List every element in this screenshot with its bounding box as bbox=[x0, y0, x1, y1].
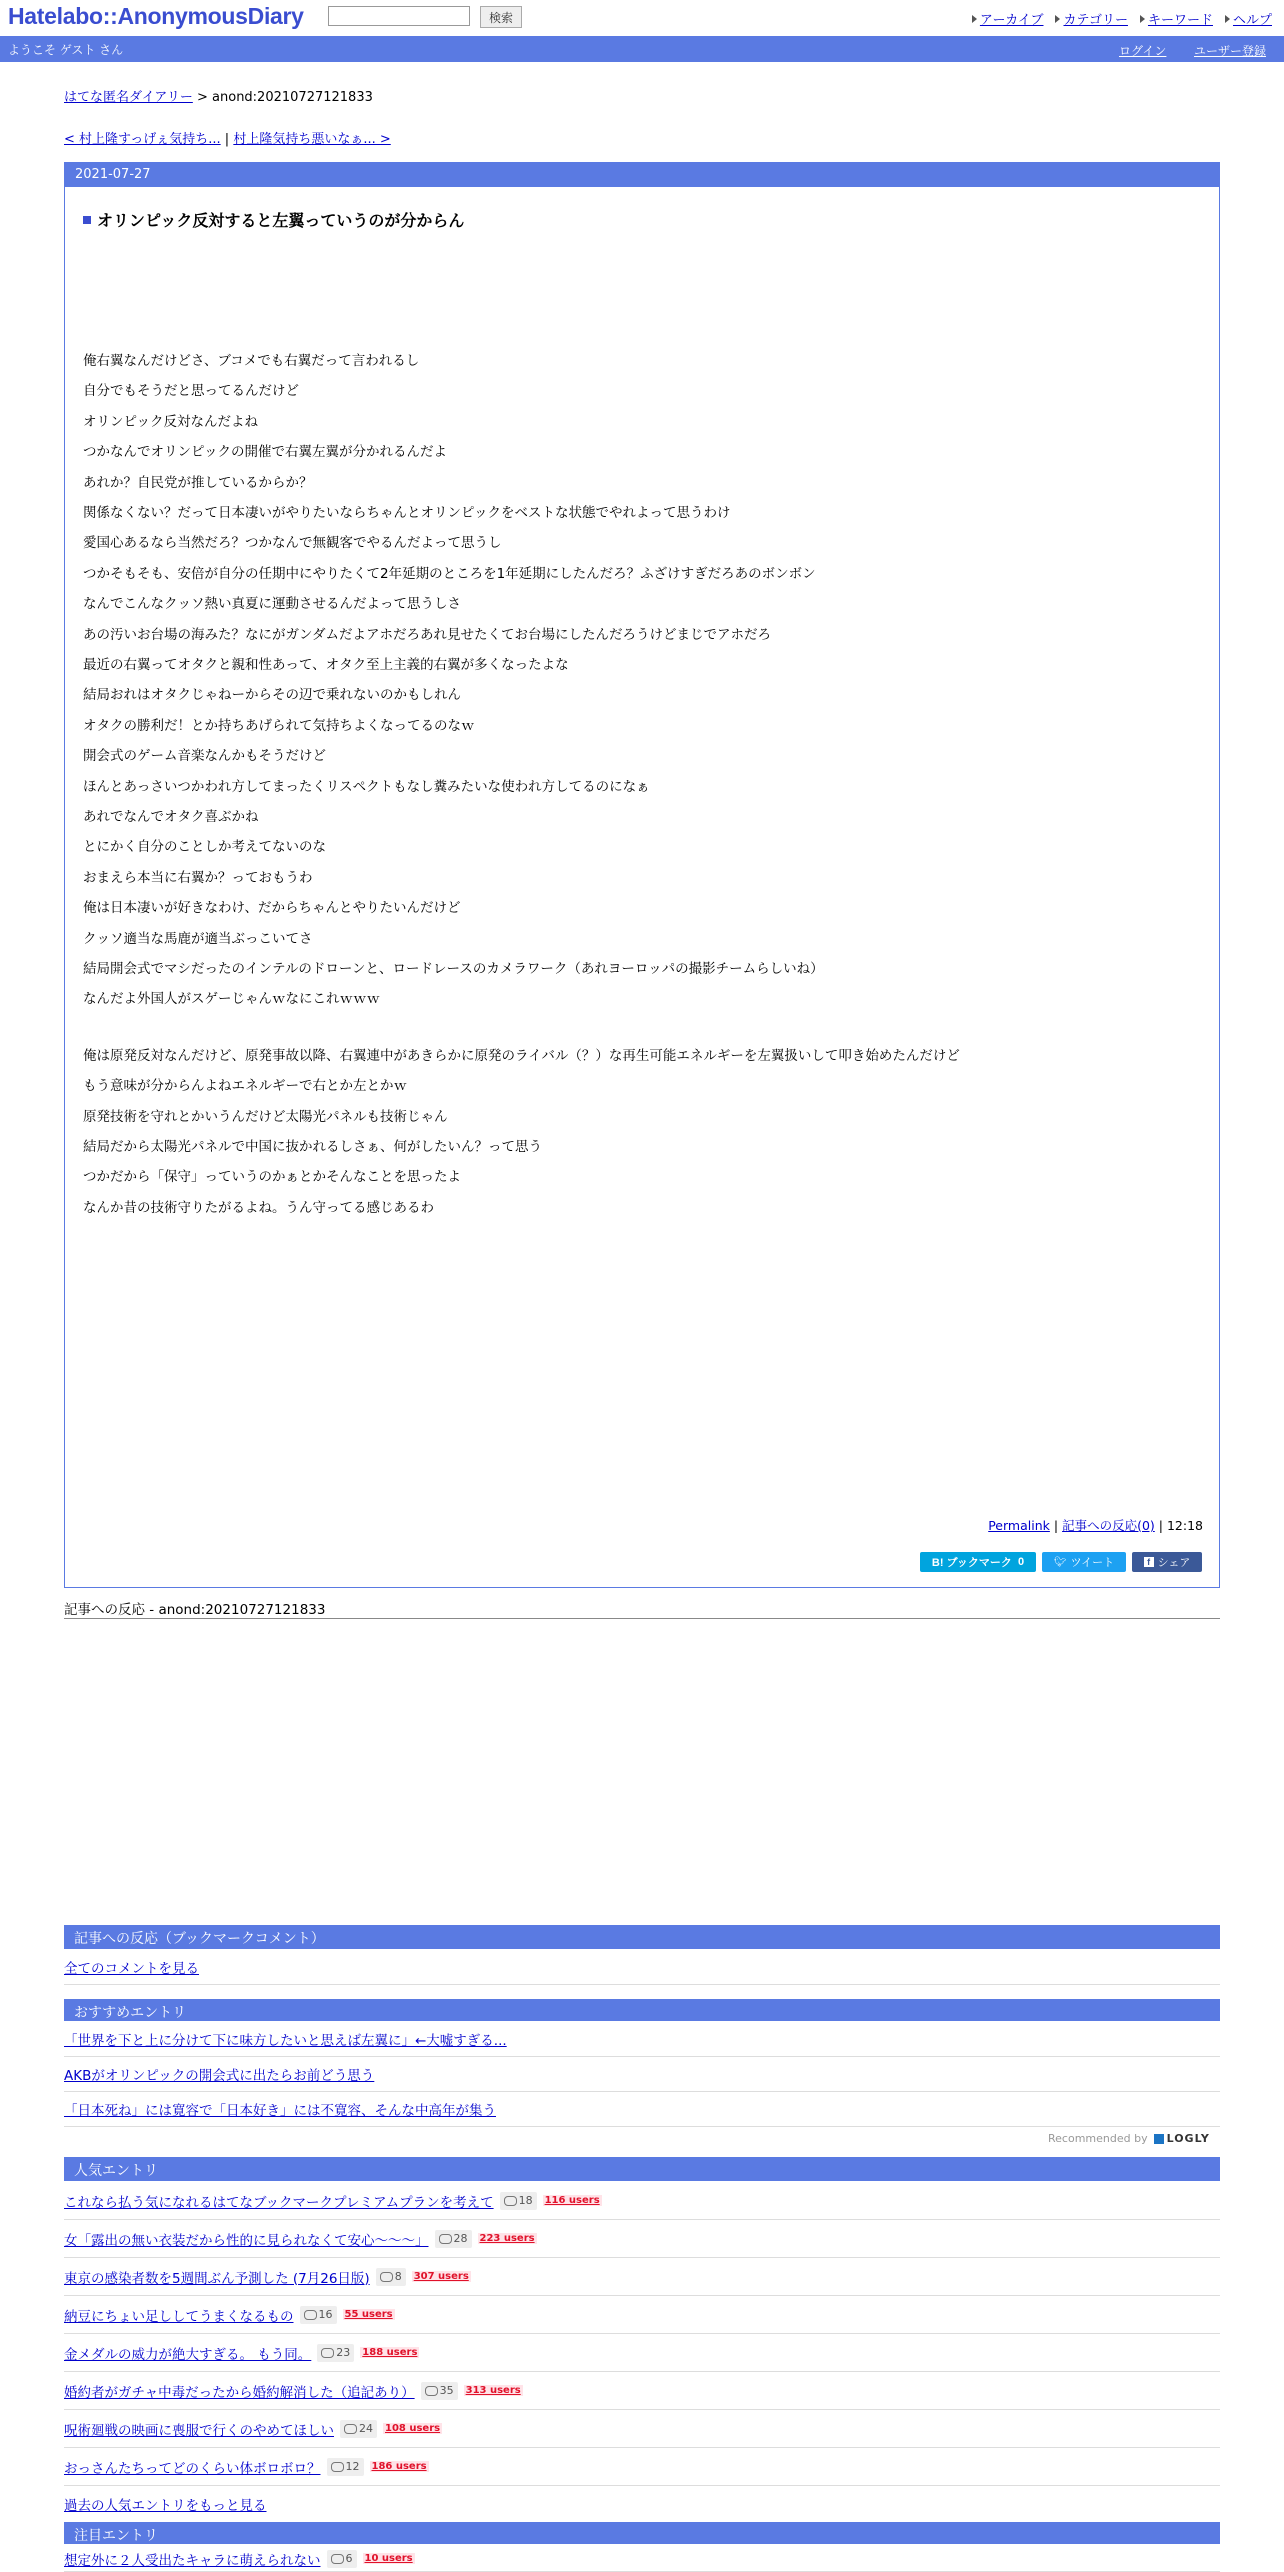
nav-help-link[interactable]: ヘルプ bbox=[1232, 13, 1272, 28]
comment-icon bbox=[380, 2272, 393, 2282]
popular-link[interactable]: 納豆にちょい足ししてうまくなるもの bbox=[64, 2308, 294, 2325]
entry-body-line: ほんとあっさいつかわれ方してまったくリスペクトもなし糞みたいな使われ方してるのになぁ bbox=[83, 778, 650, 795]
bookmark-users-badge[interactable]: 223 users bbox=[479, 2233, 535, 2244]
responses-heading: 記事への反応 - anond:20210727121833 bbox=[64, 1598, 1220, 1619]
popular-item bbox=[64, 2296, 1220, 2334]
comment-icon bbox=[331, 2554, 344, 2564]
search-button[interactable]: 検索 bbox=[480, 6, 522, 28]
recommended-link[interactable]: 「世界を下と上に分けて下に味方したいと思えば左翼に」←大嘘すぎる... bbox=[64, 2033, 507, 2049]
comment-icon bbox=[304, 2310, 317, 2320]
entry-body-line: 結局開会式でマシだったのインテルのドローンと、ロードレースのカメラワーク（あれヨーロッパの撮影チームらしいね） bbox=[83, 961, 824, 977]
entry-body-line: 愛国心あるなら当然だろ？つかなんで無観客でやるんだよって思うし bbox=[83, 535, 502, 552]
hatena-bookmark-label: B! ブックマーク bbox=[931, 1557, 1012, 1569]
arrow-icon bbox=[1140, 15, 1145, 23]
entry-body-line: 結局だから太陽光パネルで中国に抜かれるしさぁ、何がしたいん？って思う bbox=[83, 1139, 542, 1155]
nav-archive[interactable] bbox=[972, 9, 1044, 28]
comment-count: 16 bbox=[318, 2308, 333, 2321]
arrow-icon bbox=[1055, 15, 1060, 23]
entry-body-line: とにかく自分のことしか考えてないのな bbox=[83, 839, 326, 856]
breadcrumb-current: anond:20210727121833 bbox=[212, 90, 373, 105]
top-nav bbox=[972, 9, 1272, 28]
popular-link[interactable]: 金メダルの威力が絶大すぎる。 もう同。 bbox=[64, 2346, 312, 2363]
entry-box bbox=[64, 162, 1220, 1588]
reactions-link[interactable]: 記事への反応(0) bbox=[1062, 1518, 1155, 1533]
square-icon[interactable] bbox=[83, 216, 91, 224]
featured-item bbox=[64, 2546, 1220, 2572]
facebook-share-button[interactable] bbox=[1132, 1552, 1202, 1572]
entry-body-line: オリンピック反対なんだよね bbox=[83, 413, 258, 430]
breadcrumb bbox=[64, 86, 373, 105]
footer-separator: | bbox=[1053, 1518, 1059, 1533]
entry-body-line: おまえら本当に右翼か？っておもうわ bbox=[83, 869, 313, 886]
pager bbox=[64, 128, 391, 147]
entry-body-line: あれか？自民党が推しているからか？ bbox=[83, 474, 313, 491]
entry-date-bar bbox=[65, 163, 1219, 187]
tweet-button[interactable] bbox=[1042, 1552, 1126, 1572]
breadcrumb-separator: > bbox=[196, 90, 208, 105]
welcome-bar bbox=[0, 36, 1284, 62]
entry-title-text: オリンピック反対すると左翼っていうのが分からん bbox=[97, 211, 465, 230]
bookmark-users-badge[interactable]: 186 users bbox=[371, 2461, 427, 2472]
recommended-link[interactable]: 「日本死ね」には寛容で「日本好き」には不寛容、そんな中高年が集う bbox=[64, 2103, 496, 2119]
comment-count-badge[interactable] bbox=[317, 2344, 354, 2362]
featured-section-title: 注目エントリ bbox=[74, 2528, 158, 2544]
comments-section-header bbox=[64, 1925, 1220, 1949]
tweet-label: ツイート bbox=[1070, 1557, 1115, 1569]
popular-link[interactable]: 婚約者がガチャ中毒だったから婚約解消した（追記あり） bbox=[64, 2384, 415, 2401]
all-comments-link[interactable]: 全てのコメントを見る bbox=[64, 1961, 199, 1977]
bookmark-users-badge[interactable]: 307 users bbox=[413, 2271, 469, 2282]
popular-link[interactable]: おっさんたちってどのくらい体ボロボロ？ bbox=[64, 2460, 321, 2477]
comment-count-badge[interactable] bbox=[340, 2420, 377, 2438]
popular-section-header bbox=[64, 2157, 1220, 2181]
bookmark-users-badge[interactable]: 10 users bbox=[364, 2553, 413, 2564]
hatena-bookmark-count: 0 bbox=[1017, 1556, 1025, 1568]
entry-body-line: 俺右翼なんだけどさ、ブコメでも右翼だって言われるし bbox=[83, 353, 420, 369]
entry-body-line: 開会式のゲーム音楽なんかもそうだけど bbox=[83, 748, 326, 765]
permalink-link[interactable]: Permalink bbox=[988, 1518, 1050, 1533]
nav-category-link[interactable]: カテゴリー bbox=[1063, 13, 1128, 28]
all-comments-row bbox=[64, 1950, 1220, 1985]
pager-separator: | bbox=[224, 132, 230, 147]
entry-time: 12:18 bbox=[1166, 1518, 1203, 1533]
comment-count: 18 bbox=[518, 2194, 533, 2207]
login-link[interactable]: ログイン bbox=[1119, 44, 1167, 58]
comment-count-badge[interactable] bbox=[300, 2306, 337, 2324]
entry-body-line: つかなんでオリンピックの開催で右翼左翼が分かれるんだよ bbox=[83, 444, 447, 461]
hatena-bookmark-button[interactable] bbox=[920, 1552, 1036, 1572]
entry-body-line: オタクの勝利だ！とか持ちあげられて気持ちよくなってるのなｗ bbox=[83, 717, 475, 734]
site-logo[interactable]: Hatelabo::AnonymousDiary bbox=[8, 3, 304, 29]
featured-link[interactable]: 想定外に２人受出たキャラに萌えられない bbox=[64, 2552, 321, 2569]
entry-body-line: 俺は原発反対なんだけど、原発事故以降、右翼連中があきらかに原発のライバル（？）な再生可能エネルギーを左翼扱いして叩き始めたんだけど bbox=[83, 1047, 960, 1064]
entry-body-line: あれでなんでオタク喜ぶかね bbox=[83, 809, 259, 825]
bookmark-users-badge[interactable]: 188 users bbox=[362, 2347, 418, 2358]
comment-count: 24 bbox=[359, 2422, 373, 2435]
entry-body-line: もう意味が分からんよねエネルギーで右とか左とかｗ bbox=[83, 1078, 407, 1095]
entry-body-line: 最近の右翼ってオタクと親和性あって、オタク至上主義的右翼が多くなったよな bbox=[83, 657, 569, 673]
comment-count: 12 bbox=[345, 2460, 360, 2473]
popular-link[interactable]: 呪術廻戦の映画に喪服で行くのやめてほしい bbox=[64, 2422, 334, 2439]
comment-count-badge[interactable] bbox=[376, 2268, 406, 2286]
logly-text: LOGLY bbox=[1166, 2132, 1210, 2145]
logly-icon bbox=[1154, 2134, 1164, 2144]
entry-body-line: なんだよ外国人がスゲーじゃんｗなにこれｗｗｗ bbox=[83, 991, 380, 1008]
recommended-by-label: Recommended by bbox=[1048, 2132, 1148, 2145]
entry-body-line: つかそもそも、安倍が自分の任期中にやりたくて2年延期のところを1年延期にしたんだろ？ふざけすぎだろあのボンボン bbox=[83, 565, 816, 582]
comment-icon bbox=[321, 2348, 334, 2358]
nav-keyword[interactable] bbox=[1140, 9, 1213, 28]
bookmark-users-badge[interactable]: 55 users bbox=[344, 2309, 393, 2320]
comment-count-badge[interactable] bbox=[500, 2192, 537, 2210]
search-input[interactable] bbox=[328, 6, 470, 26]
recommended-section-title: おすすめエントリ bbox=[74, 2005, 187, 2021]
popular-item bbox=[64, 2258, 1220, 2296]
popular-item bbox=[64, 2410, 1220, 2448]
bookmark-users-badge[interactable]: 116 users bbox=[544, 2195, 600, 2206]
top-header bbox=[0, 0, 1284, 36]
popular-item bbox=[64, 2334, 1220, 2372]
entry-body-line: 原発技術を守れとかいうんだけど太陽光パネルも技術じゃん bbox=[83, 1108, 448, 1125]
nav-keyword-link[interactable]: キーワード bbox=[1147, 13, 1213, 28]
popular-item bbox=[64, 2448, 1220, 2486]
prev-entry-link[interactable]: < 村上隆すっげぇ気持ち... bbox=[64, 132, 221, 147]
entry-date: 2021-07-27 bbox=[75, 167, 151, 182]
nav-category[interactable] bbox=[1055, 9, 1127, 28]
recommended-section-header bbox=[64, 1999, 1220, 2021]
entry-body-line: あの汚いお台場の海みた？なにがガンダムだよアホだろあれ見せたくてお台場にしたんだろうけどまじでアホだろ bbox=[83, 626, 771, 643]
popular-section-title: 人気エントリ bbox=[74, 2163, 158, 2179]
footer-separator: | bbox=[1158, 1518, 1163, 1533]
bookmark-users-badge[interactable]: 313 users bbox=[465, 2385, 521, 2396]
entry-body-line: なんでこんなクッソ熱い真夏に運動させるんだよって思うしさ bbox=[83, 596, 461, 613]
comment-icon bbox=[331, 2462, 344, 2472]
entry-body-line: なんか昔の技術守りたがるよね。うん守ってる感じあるわ bbox=[83, 1199, 434, 1216]
entry-title bbox=[83, 208, 464, 231]
entry-body-line: 俺は日本凄いが好きなわけ、だからちゃんとやりたいんだけど bbox=[83, 900, 461, 917]
recommended-item bbox=[64, 2092, 1220, 2127]
arrow-icon bbox=[972, 15, 977, 23]
twitter-icon: 🐦︎ bbox=[1053, 1556, 1067, 1568]
popular-link[interactable]: 女「露出の無い衣装だから性的に見られなくて安心〜〜〜」 bbox=[64, 2232, 429, 2249]
entry-body-line: クッソ適当な馬鹿が適当ぶっこいてさ bbox=[83, 930, 313, 947]
popular-link[interactable]: 東京の感染者数を5週間ぶん予測した (7月26日版) bbox=[64, 2270, 370, 2287]
recommended-link[interactable]: AKBがオリンピックの開会式に出たらお前どう思う bbox=[64, 2068, 375, 2084]
recommended-by bbox=[1048, 2132, 1210, 2145]
nav-help[interactable] bbox=[1225, 9, 1272, 28]
popular-item bbox=[64, 2372, 1220, 2410]
entry-body-line: つかだから「保守」っていうのかぁとかそんなことを思ったよ bbox=[83, 1169, 461, 1186]
breadcrumb-root[interactable]: はてな匿名ダイアリー bbox=[64, 90, 193, 105]
next-entry-link[interactable]: 村上隆気持ち悪いなぁ... > bbox=[233, 132, 391, 147]
welcome-text: ようこそ ゲスト さん bbox=[8, 43, 124, 57]
comment-icon bbox=[439, 2234, 452, 2244]
facebook-share-label: シェア bbox=[1157, 1557, 1191, 1569]
comment-count-badge[interactable] bbox=[435, 2230, 472, 2248]
comment-count-badge[interactable] bbox=[421, 2382, 458, 2400]
popular-link[interactable]: これなら払う気になれるはてなブックマークプレミアムプランを考えて bbox=[64, 2194, 494, 2211]
comment-count: 8 bbox=[394, 2270, 402, 2283]
comment-count-badge[interactable] bbox=[327, 2550, 357, 2568]
bookmark-users-badge[interactable]: 108 users bbox=[385, 2423, 441, 2434]
entry-body-line: 関係なくない？だって日本凄いがやりたいならちゃんとオリンピックをベストな状態でやれよって思うわけ bbox=[83, 505, 731, 521]
more-popular-row bbox=[64, 2486, 1220, 2523]
popular-item bbox=[64, 2220, 1220, 2258]
popular-item bbox=[64, 2182, 1220, 2220]
comment-count: 23 bbox=[336, 2346, 351, 2359]
entry-body-line: 結局おれはオタクじゃねーからその辺で乗れないのかもしれん bbox=[83, 687, 461, 704]
recommended-item bbox=[64, 2022, 1220, 2057]
entry-body-line: 自分でもそうだと思ってるんだけど bbox=[83, 383, 299, 400]
comments-section-title: 記事への反応（ブックマークコメント） bbox=[74, 1931, 325, 1947]
featured-section-header bbox=[64, 2522, 1220, 2544]
more-popular-link[interactable]: 過去の人気エントリをもっと見る bbox=[64, 2498, 267, 2514]
comment-icon bbox=[344, 2424, 357, 2434]
comment-count: 6 bbox=[345, 2552, 353, 2565]
comment-icon bbox=[425, 2386, 438, 2396]
comment-count: 35 bbox=[439, 2384, 454, 2397]
comment-count: 28 bbox=[453, 2232, 468, 2245]
facebook-icon: f bbox=[1144, 1557, 1154, 1567]
logly-logo[interactable] bbox=[1154, 2132, 1210, 2145]
register-link[interactable]: ユーザー登録 bbox=[1194, 44, 1267, 58]
entry-footer bbox=[988, 1516, 1203, 1534]
nav-archive-link[interactable]: アーカイブ bbox=[979, 13, 1044, 28]
share-buttons bbox=[920, 1552, 1202, 1572]
comment-count-badge[interactable] bbox=[327, 2458, 364, 2476]
arrow-icon bbox=[1225, 15, 1230, 23]
recommended-item bbox=[64, 2057, 1220, 2092]
comment-icon bbox=[504, 2196, 517, 2206]
